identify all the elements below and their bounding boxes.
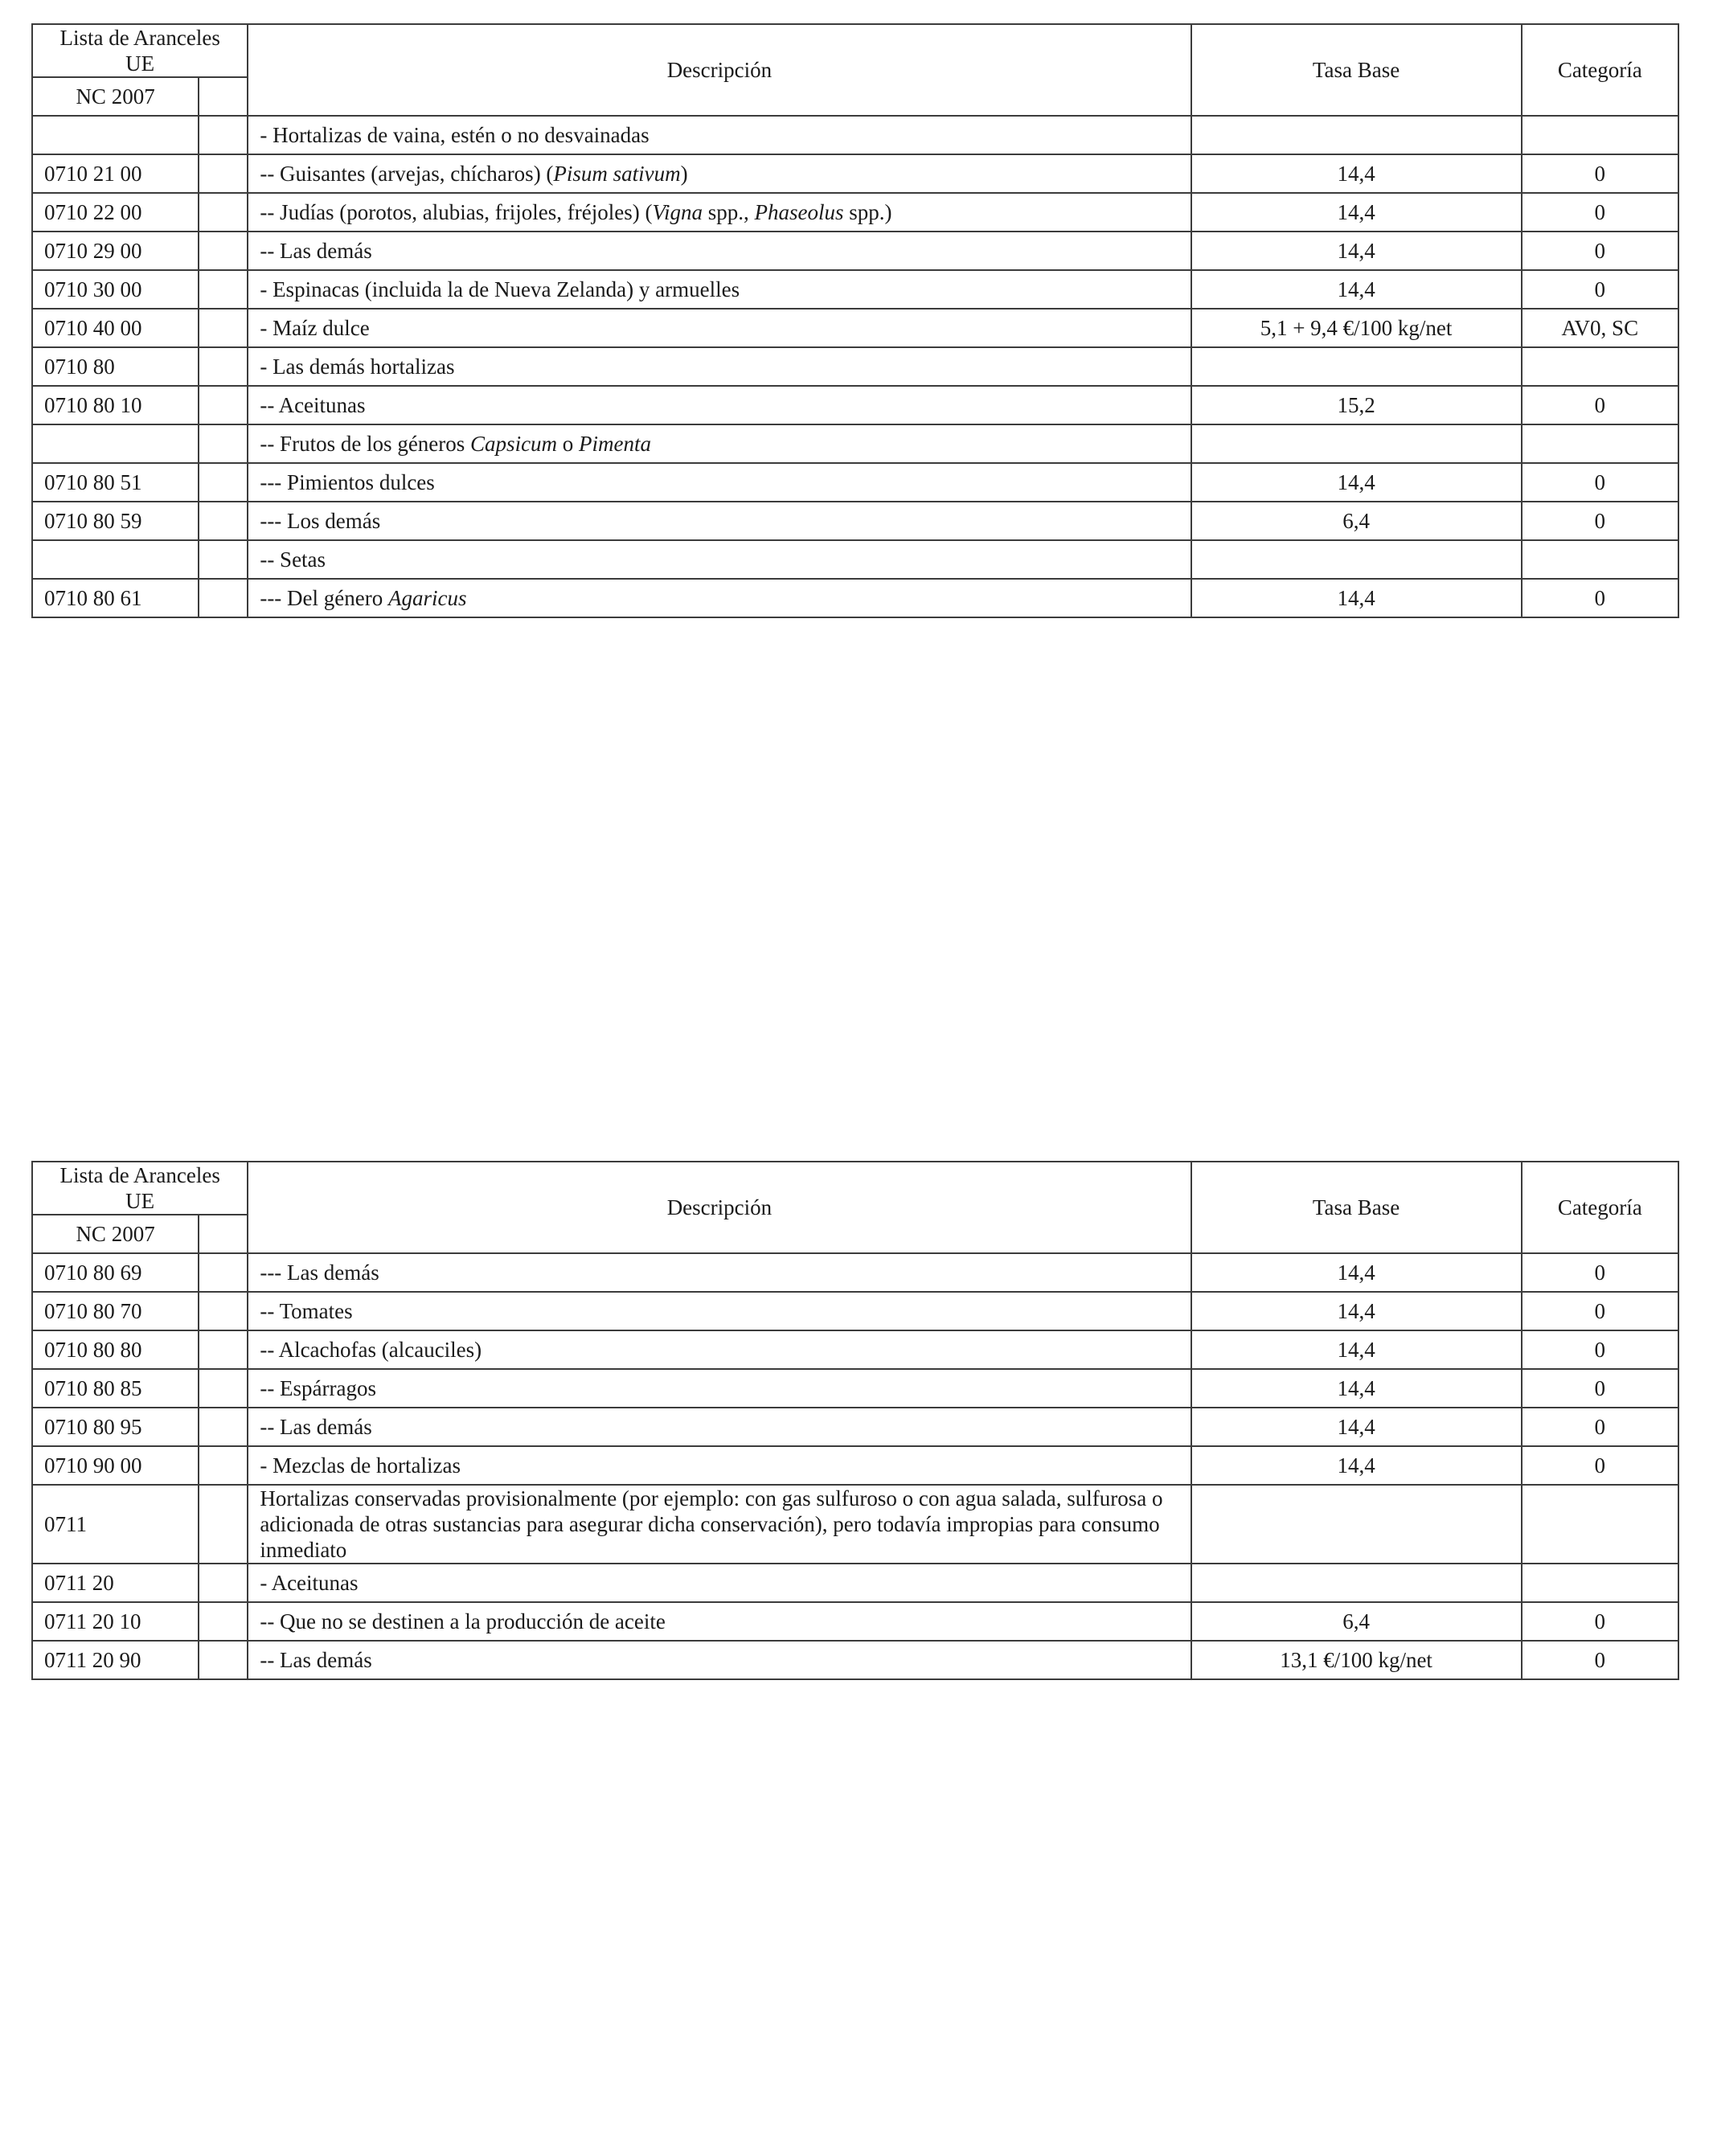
cell-nc-code: 0710 80 61 bbox=[32, 579, 199, 617]
cell-tasa-base bbox=[1191, 116, 1522, 154]
cell-blank bbox=[199, 270, 248, 309]
table-row bbox=[32, 154, 1678, 193]
cell-nc-code: 0710 80 10 bbox=[32, 386, 199, 424]
cell-tasa-base bbox=[1191, 347, 1522, 386]
header-descripcion: Descripción bbox=[248, 1162, 1191, 1253]
cell-nc-code bbox=[32, 424, 199, 463]
table-row bbox=[32, 502, 1678, 540]
italic-term: Capsicum bbox=[470, 432, 558, 456]
cell-tasa-base: 13,1 €/100 kg/net bbox=[1191, 1641, 1522, 1679]
cell-tasa-base: 14,4 bbox=[1191, 1446, 1522, 1485]
table-row bbox=[32, 347, 1678, 386]
cell-categoria: AV0, SC bbox=[1522, 309, 1678, 347]
cell-descripcion: -- Las demás bbox=[248, 1408, 1191, 1446]
cell-tasa-base: 14,4 bbox=[1191, 193, 1522, 232]
cell-categoria: 0 bbox=[1522, 193, 1678, 232]
table-row bbox=[32, 1602, 1678, 1641]
cell-nc-code: 0710 80 80 bbox=[32, 1330, 199, 1369]
cell-tasa-base: 15,2 bbox=[1191, 386, 1522, 424]
cell-categoria: 0 bbox=[1522, 1446, 1678, 1485]
table-row bbox=[32, 1330, 1678, 1369]
cell-descripcion: --- Del género Agaricus bbox=[248, 579, 1191, 617]
tariff-table-1 bbox=[31, 23, 1679, 618]
table-row bbox=[32, 1408, 1678, 1446]
table-body bbox=[32, 116, 1678, 617]
cell-categoria bbox=[1522, 116, 1678, 154]
cell-descripcion: -- Que no se destinen a la producción de aceite bbox=[248, 1602, 1191, 1641]
cell-blank bbox=[199, 1446, 248, 1485]
cell-nc-code: 0710 80 51 bbox=[32, 463, 199, 502]
cell-categoria: 0 bbox=[1522, 386, 1678, 424]
italic-term: Vigna bbox=[652, 200, 703, 224]
table-row bbox=[32, 579, 1678, 617]
cell-blank bbox=[199, 424, 248, 463]
cell-categoria bbox=[1522, 1564, 1678, 1602]
cell-descripcion: -- Aceitunas bbox=[248, 386, 1191, 424]
table-row bbox=[32, 540, 1678, 579]
italic-term: Pisum sativum bbox=[553, 162, 681, 186]
cell-descripcion: -- Judías (porotos, alubias, frijoles, fréjoles) (Vigna spp., Phaseolus spp.) bbox=[248, 193, 1191, 232]
cell-categoria bbox=[1522, 1485, 1678, 1564]
cell-descripcion: --- Los demás bbox=[248, 502, 1191, 540]
cell-tasa-base: 14,4 bbox=[1191, 463, 1522, 502]
cell-blank bbox=[199, 1253, 248, 1292]
table-row bbox=[32, 424, 1678, 463]
cell-blank bbox=[199, 386, 248, 424]
cell-nc-code: 0711 bbox=[32, 1485, 199, 1564]
cell-tasa-base bbox=[1191, 540, 1522, 579]
cell-nc-code: 0710 80 95 bbox=[32, 1408, 199, 1446]
cell-descripcion: -- Alcachofas (alcauciles) bbox=[248, 1330, 1191, 1369]
cell-blank bbox=[199, 232, 248, 270]
table-row bbox=[32, 1292, 1678, 1330]
cell-categoria bbox=[1522, 347, 1678, 386]
cell-nc-code: 0710 90 00 bbox=[32, 1446, 199, 1485]
table-body bbox=[32, 1253, 1678, 1679]
table-row bbox=[32, 193, 1678, 232]
cell-descripcion: --- Pimientos dulces bbox=[248, 463, 1191, 502]
cell-blank bbox=[199, 1330, 248, 1369]
header-descripcion: Descripción bbox=[248, 24, 1191, 116]
table-row bbox=[32, 1446, 1678, 1485]
cell-tasa-base bbox=[1191, 424, 1522, 463]
cell-nc-code: 0710 80 69 bbox=[32, 1253, 199, 1292]
table-row bbox=[32, 309, 1678, 347]
header-nc: NC 2007 bbox=[32, 77, 199, 116]
cell-tasa-base: 14,4 bbox=[1191, 1253, 1522, 1292]
cell-categoria: 0 bbox=[1522, 579, 1678, 617]
header-lista: Lista de Aranceles UE bbox=[32, 1162, 248, 1215]
cell-tasa-base: 14,4 bbox=[1191, 579, 1522, 617]
cell-tasa-base: 14,4 bbox=[1191, 1330, 1522, 1369]
cell-categoria: 0 bbox=[1522, 1330, 1678, 1369]
cell-descripcion: - Las demás hortalizas bbox=[248, 347, 1191, 386]
cell-categoria: 0 bbox=[1522, 232, 1678, 270]
cell-nc-code: 0710 22 00 bbox=[32, 193, 199, 232]
header-tasa-base: Tasa Base bbox=[1191, 24, 1522, 116]
cell-nc-code: 0710 80 bbox=[32, 347, 199, 386]
cell-descripcion: -- Setas bbox=[248, 540, 1191, 579]
cell-descripcion: --- Las demás bbox=[248, 1253, 1191, 1292]
header-categoria: Categoría bbox=[1522, 1162, 1678, 1253]
cell-nc-code: 0710 30 00 bbox=[32, 270, 199, 309]
table-row bbox=[32, 1641, 1678, 1679]
header-nc: NC 2007 bbox=[32, 1215, 199, 1253]
table-row bbox=[32, 1564, 1678, 1602]
cell-categoria: 0 bbox=[1522, 502, 1678, 540]
cell-tasa-base bbox=[1191, 1564, 1522, 1602]
cell-blank bbox=[199, 540, 248, 579]
cell-categoria: 0 bbox=[1522, 154, 1678, 193]
italic-term: Phaseolus bbox=[754, 200, 844, 224]
cell-descripcion: -- Tomates bbox=[248, 1292, 1191, 1330]
table-row bbox=[32, 232, 1678, 270]
header-blank bbox=[199, 1215, 248, 1253]
cell-nc-code bbox=[32, 116, 199, 154]
cell-descripcion: -- Frutos de los géneros Capsicum o Pimenta bbox=[248, 424, 1191, 463]
cell-blank bbox=[199, 193, 248, 232]
cell-descripcion: - Mezclas de hortalizas bbox=[248, 1446, 1191, 1485]
cell-descripcion: -- Las demás bbox=[248, 232, 1191, 270]
header-row bbox=[32, 1162, 1678, 1215]
cell-tasa-base: 14,4 bbox=[1191, 270, 1522, 309]
cell-nc-code: 0710 80 70 bbox=[32, 1292, 199, 1330]
cell-descripcion: Hortalizas conservadas provisionalmente (por ejemplo: con gas sulfuroso o con agua salada, sulfurosa o adicionada de otras sustancias para asegurar dicha conservación), pero todavía impropias para consumo inmediato bbox=[248, 1485, 1191, 1564]
cell-tasa-base: 6,4 bbox=[1191, 502, 1522, 540]
cell-nc-code: 0711 20 90 bbox=[32, 1641, 199, 1679]
header-blank bbox=[199, 77, 248, 116]
cell-blank bbox=[199, 1292, 248, 1330]
table-row bbox=[32, 1485, 1678, 1564]
table-row bbox=[32, 386, 1678, 424]
table-row bbox=[32, 270, 1678, 309]
cell-blank bbox=[199, 1602, 248, 1641]
cell-tasa-base: 14,4 bbox=[1191, 232, 1522, 270]
cell-tasa-base: 5,1 + 9,4 €/100 kg/net bbox=[1191, 309, 1522, 347]
cell-categoria bbox=[1522, 424, 1678, 463]
cell-nc-code: 0710 40 00 bbox=[32, 309, 199, 347]
cell-categoria: 0 bbox=[1522, 1408, 1678, 1446]
cell-descripcion: - Maíz dulce bbox=[248, 309, 1191, 347]
cell-tasa-base: 14,4 bbox=[1191, 1292, 1522, 1330]
header-categoria: Categoría bbox=[1522, 24, 1678, 116]
cell-blank bbox=[199, 463, 248, 502]
cell-blank bbox=[199, 116, 248, 154]
table-row bbox=[32, 463, 1678, 502]
cell-nc-code: 0711 20 bbox=[32, 1564, 199, 1602]
cell-blank bbox=[199, 502, 248, 540]
cell-blank bbox=[199, 1408, 248, 1446]
cell-tasa-base: 14,4 bbox=[1191, 1369, 1522, 1408]
cell-descripcion: - Hortalizas de vaina, estén o no desvainadas bbox=[248, 116, 1191, 154]
cell-tasa-base bbox=[1191, 1485, 1522, 1564]
cell-blank bbox=[199, 1369, 248, 1408]
cell-nc-code: 0710 80 59 bbox=[32, 502, 199, 540]
cell-nc-code: 0710 21 00 bbox=[32, 154, 199, 193]
header-row bbox=[32, 24, 1678, 77]
header-lista: Lista de Aranceles UE bbox=[32, 24, 248, 77]
cell-categoria: 0 bbox=[1522, 1602, 1678, 1641]
cell-tasa-base: 6,4 bbox=[1191, 1602, 1522, 1641]
cell-nc-code: 0710 80 85 bbox=[32, 1369, 199, 1408]
cell-blank bbox=[199, 1641, 248, 1679]
cell-descripcion: -- Las demás bbox=[248, 1641, 1191, 1679]
table-row bbox=[32, 116, 1678, 154]
cell-tasa-base: 14,4 bbox=[1191, 1408, 1522, 1446]
cell-descripcion: -- Guisantes (arvejas, chícharos) (Pisum sativum) bbox=[248, 154, 1191, 193]
cell-blank bbox=[199, 1564, 248, 1602]
header-tasa-base: Tasa Base bbox=[1191, 1162, 1522, 1253]
cell-descripcion: - Aceitunas bbox=[248, 1564, 1191, 1602]
italic-term: Pimenta bbox=[579, 432, 652, 456]
cell-categoria: 0 bbox=[1522, 1253, 1678, 1292]
cell-blank bbox=[199, 347, 248, 386]
cell-nc-code bbox=[32, 540, 199, 579]
cell-blank bbox=[199, 309, 248, 347]
table-row bbox=[32, 1369, 1678, 1408]
cell-tasa-base: 14,4 bbox=[1191, 154, 1522, 193]
italic-term: Agaricus bbox=[388, 586, 467, 610]
cell-blank bbox=[199, 154, 248, 193]
cell-categoria bbox=[1522, 540, 1678, 579]
cell-descripcion: - Espinacas (incluida la de Nueva Zelanda) y armuelles bbox=[248, 270, 1191, 309]
cell-categoria: 0 bbox=[1522, 463, 1678, 502]
cell-nc-code: 0711 20 10 bbox=[32, 1602, 199, 1641]
cell-blank bbox=[199, 579, 248, 617]
cell-blank bbox=[199, 1485, 248, 1564]
cell-categoria: 0 bbox=[1522, 1641, 1678, 1679]
cell-categoria: 0 bbox=[1522, 270, 1678, 309]
table-row bbox=[32, 1253, 1678, 1292]
cell-categoria: 0 bbox=[1522, 1369, 1678, 1408]
cell-nc-code: 0710 29 00 bbox=[32, 232, 199, 270]
cell-categoria: 0 bbox=[1522, 1292, 1678, 1330]
cell-descripcion: -- Espárragos bbox=[248, 1369, 1191, 1408]
tariff-table-2 bbox=[31, 1161, 1679, 1680]
